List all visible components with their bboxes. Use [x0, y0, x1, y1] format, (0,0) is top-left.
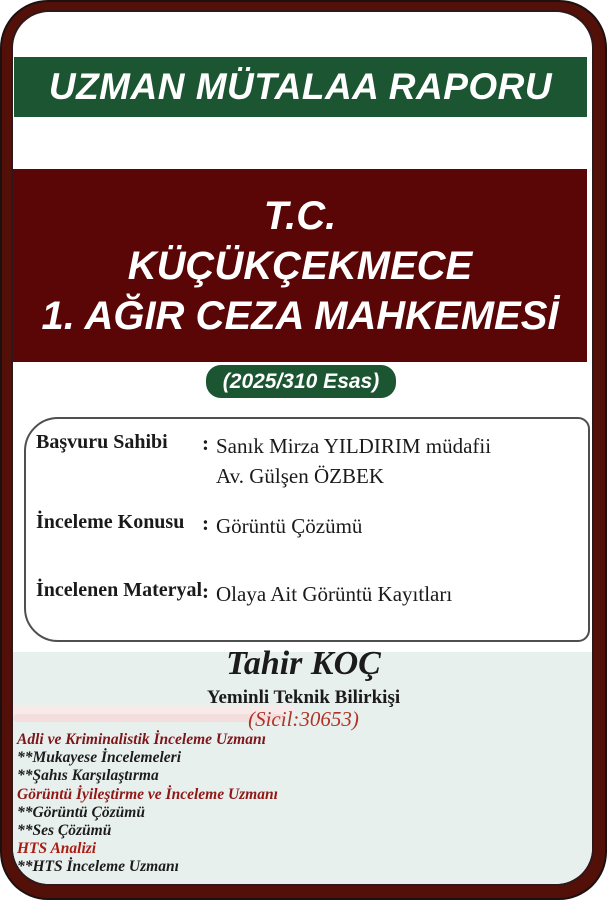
expert-name: Tahir KOÇ	[226, 645, 381, 682]
case-number-label: (2025/310 Esas)	[222, 369, 380, 393]
credential-header-line: HTS Analizi	[17, 840, 97, 858]
info-row	[36, 431, 584, 491]
credential-item-line: **Mukayese İncelemeleri	[17, 749, 182, 767]
case-number-badge	[206, 365, 396, 398]
court-line-3: 1. AĞIR CEZA MAHKEMESİ	[41, 293, 559, 338]
credential-item-line: **HTS İnceleme Uzmanı	[17, 858, 179, 876]
credential-item-line: **Şahıs Karşılaştırma	[17, 767, 159, 785]
info-row-label: Başvuru Sahibi	[36, 431, 168, 453]
info-row	[36, 579, 584, 609]
info-row-colon: :	[202, 511, 209, 535]
info-value-line: Görüntü Çözümü	[216, 514, 363, 538]
info-value-line: Av. Gülşen ÖZBEK	[216, 464, 384, 488]
info-value-line: Sanık Mirza YILDIRIM müdafii	[216, 434, 492, 458]
info-row-value	[216, 511, 584, 541]
info-row-label: İncelenen Materyal	[36, 579, 203, 601]
court-title-box	[13, 169, 587, 362]
expert-title: Yeminli Teknik Bilirkişi	[206, 687, 401, 708]
credential-item-line: **Ses Çözümü	[17, 822, 112, 840]
court-line-1: T.C.	[263, 193, 337, 238]
court-line-2: KÜÇÜKÇEKMECE	[127, 243, 473, 288]
info-row-colon: :	[202, 579, 209, 603]
credentials-list	[17, 731, 278, 877]
info-row-value	[216, 431, 584, 491]
report-type-banner	[14, 57, 587, 117]
credential-header-line: Adli ve Kriminalistik İnceleme Uzmanı	[17, 731, 266, 748]
credential-header-line: Görüntü İyileştirme ve İnceleme Uzmanı	[17, 785, 278, 803]
info-row	[36, 511, 584, 541]
expert-registry-number: (Sicil:30653)	[248, 707, 359, 731]
info-row-value	[216, 579, 584, 609]
report-type-title: UZMAN MÜTALAA RAPORU	[48, 66, 553, 107]
info-row-colon: :	[202, 431, 209, 455]
info-value-line: Olaya Ait Görüntü Kayıtları	[216, 582, 453, 606]
credential-item-line: **Görüntü Çözümü	[17, 803, 145, 821]
info-row-label: İnceleme Konusu	[36, 511, 185, 533]
case-info-box	[24, 417, 590, 642]
